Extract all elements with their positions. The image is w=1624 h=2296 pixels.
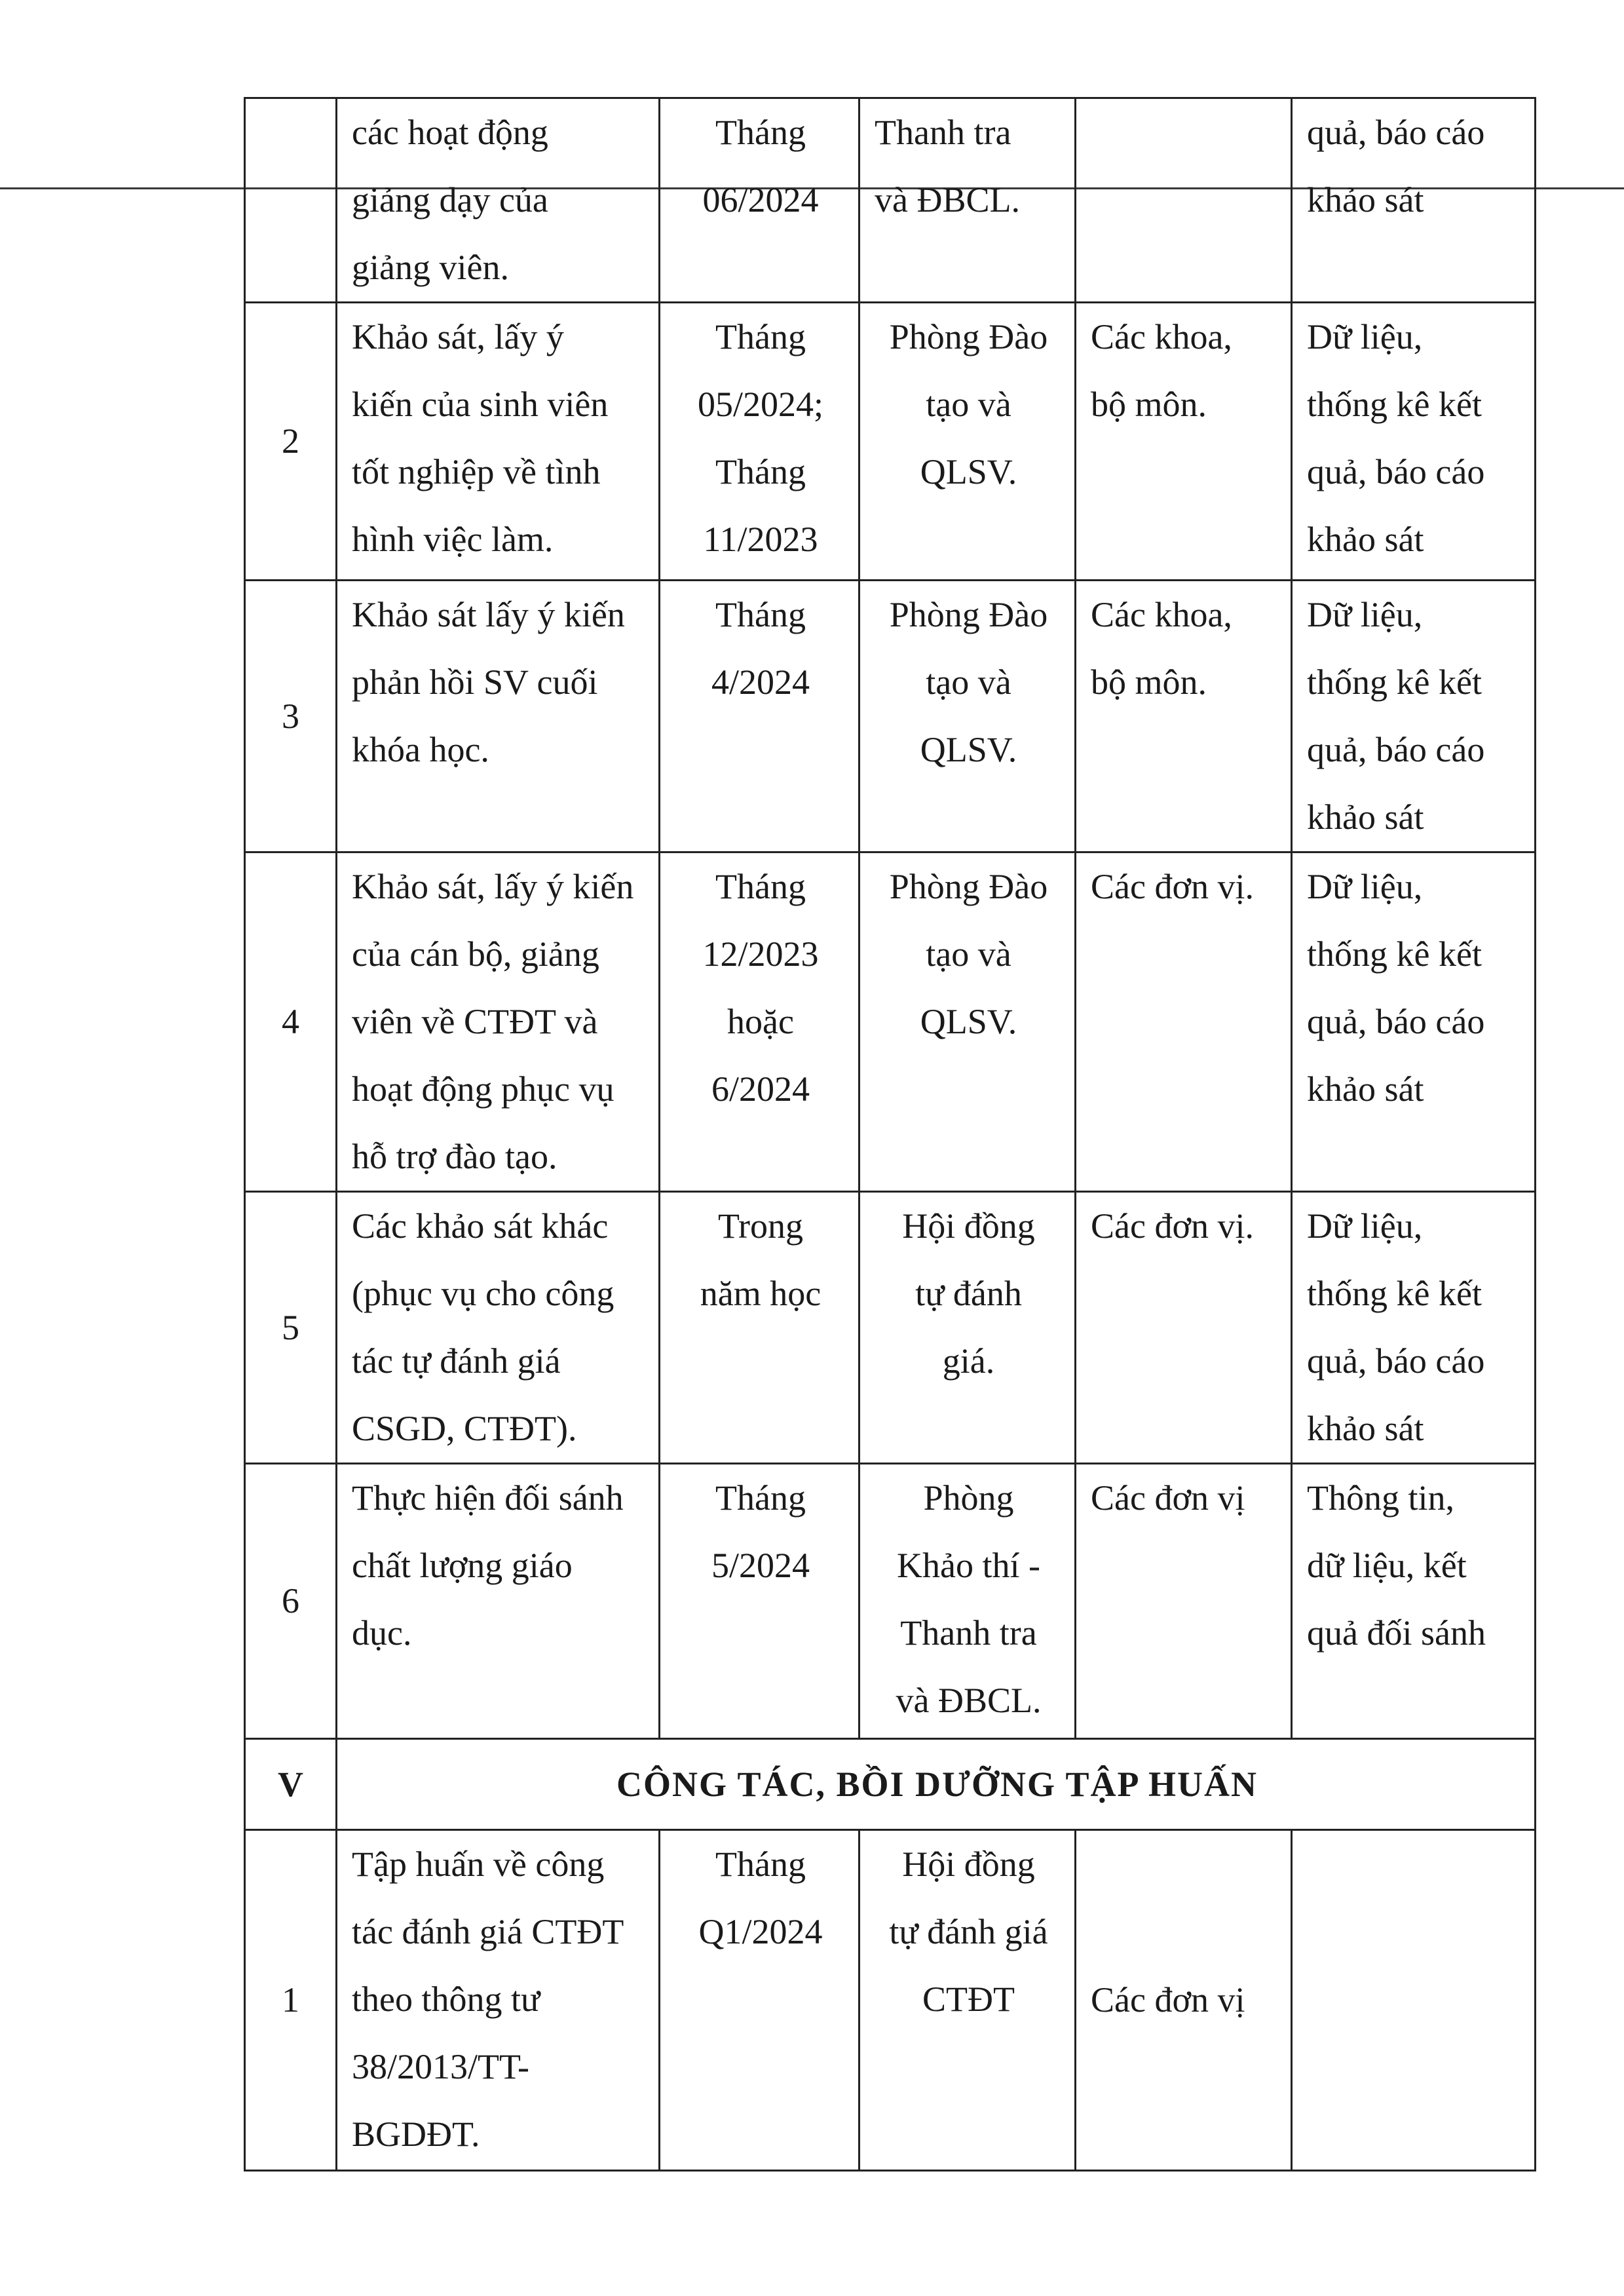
- task-cell: Thực hiện đối sánh chất lượng giáo dục.: [337, 1464, 660, 1739]
- lead-unit-cell: Thanh tra và ĐBCL.: [859, 98, 1076, 303]
- time-cell: Tháng 4/2024: [660, 581, 859, 852]
- time-cell: Trong năm học: [660, 1192, 859, 1464]
- section-header-row: [245, 1739, 1536, 1830]
- row-number: 5: [245, 1192, 337, 1464]
- section-title: CÔNG TÁC, BỒI DƯỠNG TẬP HUẤN: [337, 1739, 1536, 1830]
- time-cell: Tháng 12/2023 hoặc 6/2024: [660, 852, 859, 1192]
- time-cell: Tháng 05/2024; Tháng 11/2023: [660, 303, 859, 581]
- lead-unit-cell: Phòng Đào tạo và QLSV.: [859, 581, 1076, 852]
- lead-unit-cell: Phòng Đào tạo và QLSV.: [859, 303, 1076, 581]
- partner-unit-cell: Các đơn vị: [1076, 1464, 1292, 1739]
- output-cell: Dữ liệu, thống kê kết quả, báo cáo khảo sát: [1292, 581, 1536, 852]
- table-row: [245, 98, 1536, 303]
- task-cell: Khảo sát lấy ý kiến phản hồi SV cuối khóa học.: [337, 581, 660, 852]
- table-row: [245, 581, 1536, 852]
- row-number: 4: [245, 852, 337, 1192]
- row-number: 2: [245, 303, 337, 581]
- time-cell: Tháng 5/2024: [660, 1464, 859, 1739]
- time-cell: Tháng Q1/2024: [660, 1830, 859, 2171]
- plan-table: [244, 97, 1536, 2172]
- row-number: 1: [245, 1830, 337, 2171]
- output-cell: quả, báo cáo khảo sát: [1292, 98, 1536, 303]
- lead-unit-cell: Phòng Khảo thí - Thanh tra và ĐBCL.: [859, 1464, 1076, 1739]
- row-number: [245, 98, 337, 303]
- partner-unit-cell: Các đơn vị.: [1076, 1192, 1292, 1464]
- lead-unit-cell: Phòng Đào tạo và QLSV.: [859, 852, 1076, 1192]
- partner-unit-cell: Các đơn vị.: [1076, 852, 1292, 1192]
- task-cell: Các khảo sát khác (phục vụ cho công tác tự đánh giá CSGD, CTĐT).: [337, 1192, 660, 1464]
- task-cell: Khảo sát, lấy ý kiến của sinh viên tốt nghiệp về tình hình việc làm.: [337, 303, 660, 581]
- output-cell: [1292, 1830, 1536, 2171]
- output-cell: Dữ liệu, thống kê kết quả, báo cáo khảo sát: [1292, 852, 1536, 1192]
- lead-unit-cell: Hội đồng tự đánh giá.: [859, 1192, 1076, 1464]
- table-row: [245, 1830, 1536, 2171]
- row-number: 6: [245, 1464, 337, 1739]
- task-cell: Tập huấn về công tác đánh giá CTĐT theo thông tư 38/2013/TT- BGDĐT.: [337, 1830, 660, 2171]
- partner-unit-cell: Các khoa, bộ môn.: [1076, 581, 1292, 852]
- table-row: [245, 1192, 1536, 1464]
- output-cell: Thông tin, dữ liệu, kết quả đối sánh: [1292, 1464, 1536, 1739]
- task-cell: Khảo sát, lấy ý kiến của cán bộ, giảng viên về CTĐT và hoạt động phục vụ hỗ trợ đào tạo.: [337, 852, 660, 1192]
- partner-unit-cell: Các khoa, bộ môn.: [1076, 303, 1292, 581]
- section-roman-numeral: V: [245, 1739, 337, 1830]
- lead-unit-cell: Hội đồng tự đánh giá CTĐT: [859, 1830, 1076, 2171]
- row-number: 3: [245, 581, 337, 852]
- table-row: [245, 1464, 1536, 1739]
- table-row: [245, 852, 1536, 1192]
- table-row: [245, 303, 1536, 581]
- task-cell: các hoạt động giảng dạy của giảng viên.: [337, 98, 660, 303]
- partner-unit-cell: Các đơn vị: [1076, 1830, 1292, 2171]
- output-cell: Dữ liệu, thống kê kết quả, báo cáo khảo sát: [1292, 303, 1536, 581]
- time-cell: Tháng 06/2024: [660, 98, 859, 303]
- output-cell: Dữ liệu, thống kê kết quả, báo cáo khảo sát: [1292, 1192, 1536, 1464]
- partner-unit-cell: [1076, 98, 1292, 303]
